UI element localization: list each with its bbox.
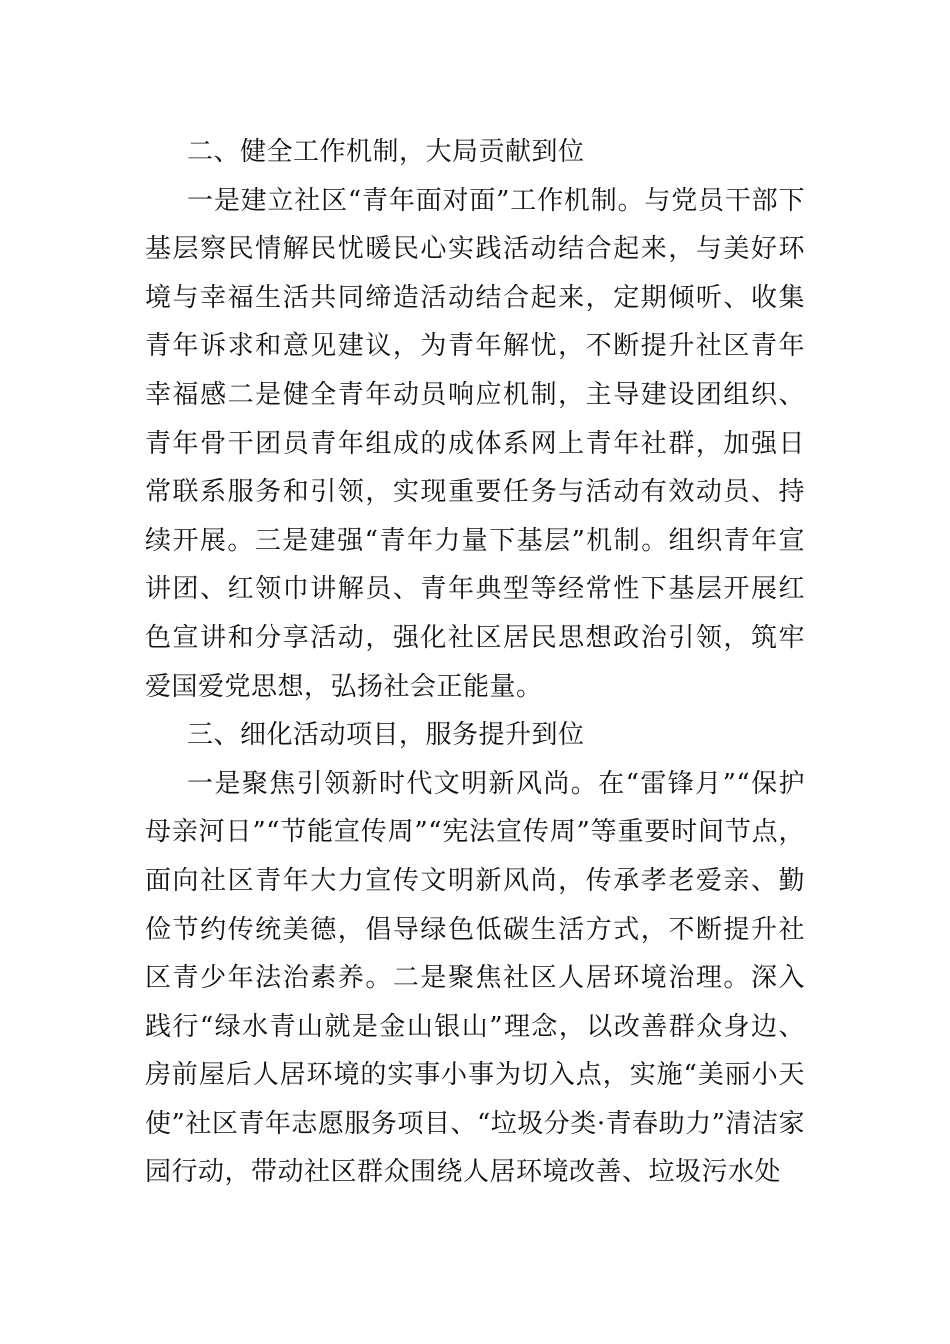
section-paragraph-activities: 一是聚焦引领新时代文明新风尚。在“雷锋月”“保护母亲河日”“节能宣传周”“宪法宣传周”等重要时间节点，面向社区青年大力宣传文明新风尚，传承孝老爱亲、勤俭节约传统美德，倡导绿色低碳生活方式，不断提升社区青少年法治素养。二是聚焦社区人居环境治理。深入践行“绿水青山就是金山银山”理念，以改善群众身边、房前屋后人居环境的实事小事为切入点，实施“美丽小天使”社区青年志愿服务项目、“垃圾分类·青春助力”清洁家园行动，带动社区群众围绕人居环境改善、垃圾污水处	[145, 768, 805, 1188]
document-page	[145, 128, 805, 1197]
section-heading-activities: 三、细化活动项目，服务提升到位	[187, 720, 585, 751]
section-heading-mechanism: 二、健全工作机制，大局贡献到位	[187, 137, 585, 167]
section-paragraph-mechanism: 一是建立社区“青年面对面”工作机制。与党员干部下基层察民情解民忧暖民心实践活动结合起来，与美好环境与幸福生活共同缔造活动结合起来，定期倾听、收集青年诉求和意见建议，为青年解忧，不断提升社区青年幸福感二是健全青年动员响应机制，主导建设团组织、青年骨干团员青年组成的成体系网上青年社群，加强日常联系服务和引领，实现重要任务与活动有效动员、持续开展。三是建强“青年力量下基层”机制。组织青年宣讲团、红领巾讲解员、青年典型等经常性下基层开展红色宣讲和分享活动，强化社区居民思想政治引领，筑牢爱国爱党思想，弘扬社会正能量。	[145, 185, 805, 702]
